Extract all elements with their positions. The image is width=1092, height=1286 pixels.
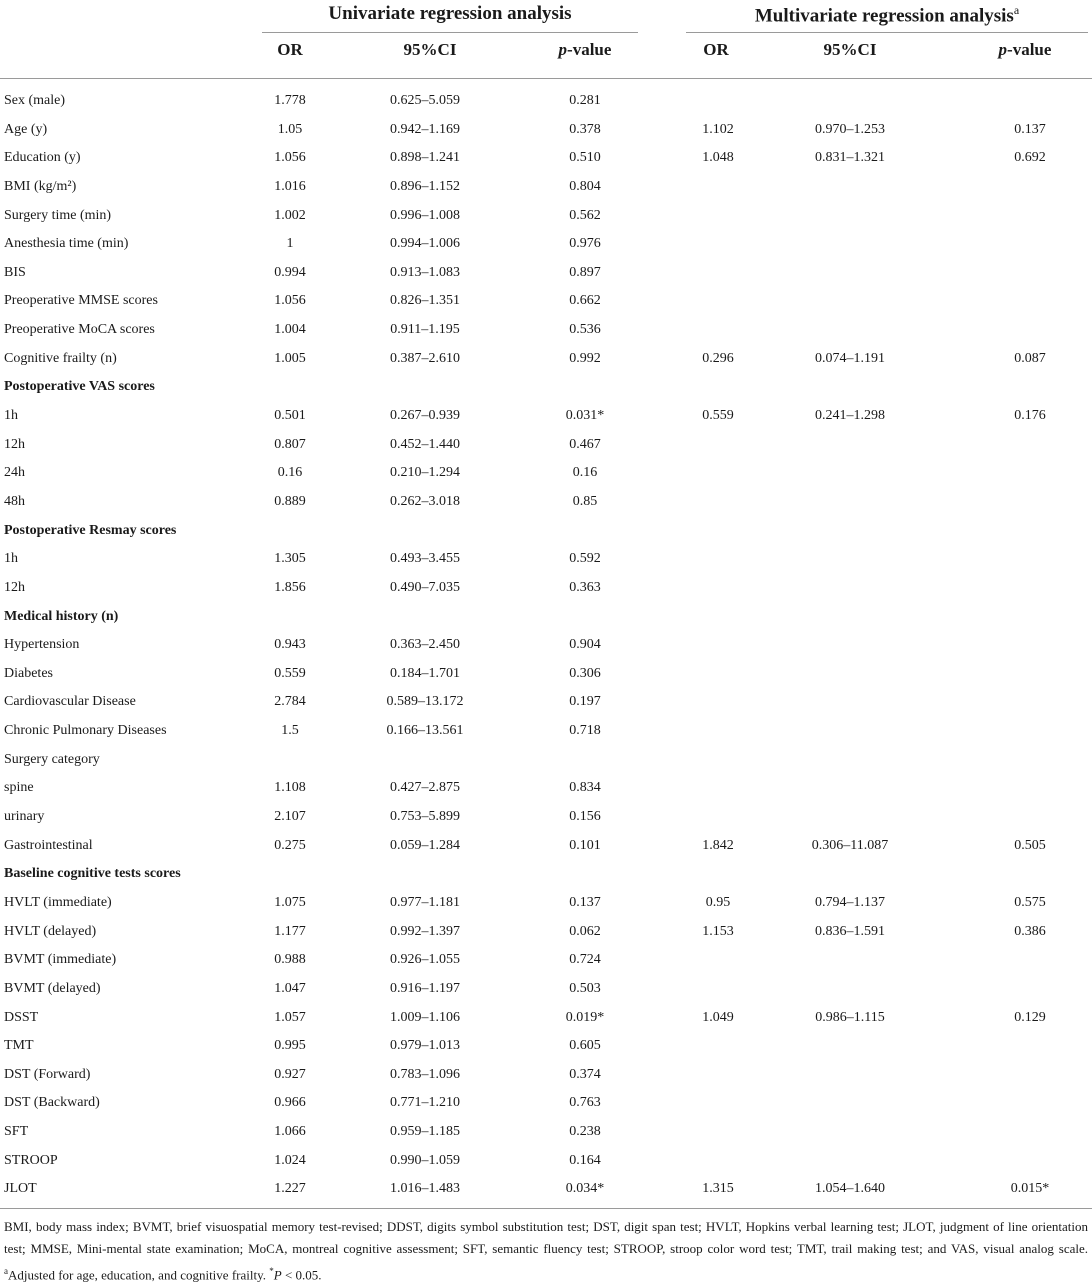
univariate-or-cell: 0.988 [274,952,306,968]
univariate-p-cell: 0.718 [569,723,601,739]
row-label: BIS [4,264,26,280]
multivariate-or-cell: 0.559 [702,408,734,424]
univariate-ci-cell: 0.059–1.284 [390,837,460,853]
row-label: Surgery category [4,751,100,767]
multivariate-p-cell: 0.015* [1010,1181,1050,1197]
multivariate-or-cell: 0.95 [705,894,731,910]
table-row [0,232,1092,261]
univariate-p-cell: 0.034* [565,1181,605,1197]
univariate-ci-cell: 0.363–2.450 [390,637,460,653]
univariate-p-cell: 0.062 [569,923,601,939]
univariate-p-cell: 0.897 [569,264,601,280]
table-row [0,690,1092,719]
univariate-or-cell: 0.994 [274,264,306,280]
univariate-p-cell: 0.467 [569,436,601,452]
row-label: DST (Forward) [4,1066,91,1082]
table-row [0,433,1092,462]
row-label: Preoperative MMSE scores [4,293,158,309]
multivariate-ci-cell: 0.306–11.087 [811,837,889,853]
univariate-p-cell: 0.101 [569,837,601,853]
table-row [0,748,1092,777]
univariate-or-cell: 0.501 [274,408,306,424]
table-section-row [0,519,1092,548]
multivariate-p-cell: 0.505 [1014,837,1046,853]
univariate-ci-cell: 0.589–13.172 [386,694,464,710]
multivariate-p-cell: 0.087 [1014,350,1046,366]
row-label: BVMT (delayed) [4,980,101,996]
col-header-m-p [970,40,1080,60]
row-label: Surgery time (min) [4,207,112,223]
row-label: Anesthesia time (min) [4,236,129,252]
univariate-or-cell: 1.856 [274,579,306,595]
univariate-ci-cell: 0.771–1.210 [390,1095,460,1111]
multivariate-or-cell: 1.102 [702,121,734,137]
table-row [0,289,1092,318]
univariate-p-cell: 0.605 [569,1038,601,1054]
univariate-p-cell: 0.834 [569,780,601,796]
table-body [0,89,1092,1206]
table-row [0,1149,1092,1178]
univariate-or-cell: 1.227 [274,1181,306,1197]
table-row [0,662,1092,691]
table-row [0,891,1092,920]
univariate-p-cell: 0.156 [569,809,601,825]
univariate-ci-cell: 0.926–1.055 [390,952,460,968]
row-label: Preoperative MoCA scores [4,322,155,338]
multivariate-ci-cell: 0.970–1.253 [815,121,885,137]
multivariate-p-cell: 0.575 [1014,894,1046,910]
footnote-p-rest: < 0.05. [281,1267,322,1283]
table-row [0,1006,1092,1035]
univariate-p-cell: 0.904 [569,637,601,653]
multivariate-or-cell: 1.842 [702,837,734,853]
multivariate-ci-cell: 0.986–1.115 [815,1009,885,1025]
table-row [0,547,1092,576]
table-section-row [0,862,1092,891]
univariate-or-cell: 1.057 [274,1009,306,1025]
table-row [0,834,1092,863]
univariate-ci-cell: 0.625–5.059 [390,93,460,108]
multivariate-or-cell: 0.296 [702,350,734,366]
univariate-p-cell: 0.374 [569,1066,601,1082]
univariate-p-cell: 0.137 [569,894,601,910]
col-header-u-ci: 95%CI [403,40,457,59]
col-header-m-ci: 95%CI [823,40,877,59]
univariate-p-cell: 0.031* [565,408,605,424]
univariate-or-cell: 1.056 [274,293,306,309]
univariate-ci-cell: 0.979–1.013 [390,1038,460,1054]
row-label: Sex (male) [4,93,66,108]
multivariate-ci-cell: 0.831–1.321 [815,150,885,166]
table-row [0,347,1092,376]
univariate-or-cell: 0.966 [274,1095,306,1111]
univariate-ci-cell: 0.959–1.185 [390,1124,460,1140]
univariate-or-cell: 1.047 [274,980,306,996]
univariate-or-cell: 0.275 [274,837,306,853]
univariate-or-cell: 0.995 [274,1038,306,1054]
table-row [0,1091,1092,1120]
univariate-ci-cell: 0.210–1.294 [390,465,460,481]
univariate-p-cell: 0.378 [569,121,601,137]
footnote-adjusted: Adjusted for age, education, and cognitive frailty. [8,1267,266,1283]
univariate-or-cell: 1 [286,236,294,252]
table-row [0,576,1092,605]
row-label: HVLT (delayed) [4,923,97,939]
univariate-or-cell: 1.004 [274,322,306,338]
univariate-or-cell: 1.778 [274,93,306,108]
univariate-ci-cell: 0.992–1.397 [390,923,460,939]
univariate-ci-cell: 0.753–5.899 [390,809,460,825]
multivariate-or-cell: 1.153 [702,923,734,939]
univariate-ci-cell: 0.262–3.018 [390,493,460,509]
univariate-or-cell: 1.002 [274,207,306,223]
univariate-p-cell: 0.503 [569,980,601,996]
multivariate-p-cell: 0.692 [1014,150,1046,166]
univariate-ci-cell: 0.783–1.096 [390,1066,460,1082]
univariate-ci-cell: 0.896–1.152 [390,178,460,194]
row-label: DST (Backward) [4,1095,100,1111]
table-row [0,1034,1092,1063]
row-label: TMT [4,1038,34,1054]
table-row [0,175,1092,204]
table-row [0,1177,1092,1206]
table-row [0,146,1092,175]
univariate-or-cell: 0.943 [274,637,306,653]
univariate-p-cell: 0.562 [569,207,601,223]
row-label: DSST [4,1009,39,1025]
univariate-p-cell: 0.976 [569,236,601,252]
row-label: Diabetes [4,665,53,681]
univariate-ci-cell: 0.898–1.241 [390,150,460,166]
multivariate-ci-cell: 0.794–1.137 [815,894,885,910]
footnote-sup-a: a [4,1266,8,1276]
row-label: Hypertension [4,637,80,653]
col-header-u-p [530,40,640,60]
row-label: Gastrointestinal [4,837,93,853]
univariate-p-cell: 0.019* [565,1009,605,1025]
row-label: Baseline cognitive tests scores [4,866,181,882]
univariate-ci-cell: 0.996–1.008 [390,207,460,223]
row-label: 12h [4,436,25,452]
univariate-or-cell: 0.559 [274,665,306,681]
table-row [0,977,1092,1006]
univariate-or-cell: 1.066 [274,1124,306,1140]
row-label: Postoperative Resmay scores [4,522,177,538]
row-label: urinary [4,809,45,825]
footnote-abbreviations: BMI, body mass index; BVMT, brief visuospatial memory test-revised; DDST, digits symbol substitution test; DST, digit span test; HVLT, Hopkins verbal learning test; JLOT, judgment of line orientation test; MMSE, Mini-mental state examination; MoCA, montreal cognitive assessment; SFT, semantic fluency test; STROOP, stroop color word test; TMT, trail making test; and VAS, visual analog scale. [4,1219,1088,1256]
univariate-or-cell: 1.108 [274,780,306,796]
univariate-ci-cell: 0.387–2.610 [390,350,460,366]
row-label: Chronic Pulmonary Diseases [4,723,167,739]
univariate-or-cell: 1.075 [274,894,306,910]
univariate-or-cell: 1.05 [277,121,303,137]
multivariate-underline [686,32,1088,33]
multivariate-or-cell: 1.049 [702,1009,734,1025]
univariate-p-cell: 0.992 [569,350,601,366]
table-row [0,719,1092,748]
footnote-p-italic: P [273,1267,282,1283]
row-label: Education (y) [4,150,81,166]
multivariate-ci-cell: 0.074–1.191 [815,350,885,366]
univariate-or-cell: 0.927 [274,1066,306,1082]
univariate-ci-cell: 0.166–13.561 [386,723,464,739]
row-label: Cardiovascular Disease [4,694,136,710]
multivariate-p-cell: 0.386 [1014,923,1046,939]
table-row [0,204,1092,233]
table-row [0,633,1092,662]
univariate-p-cell: 0.724 [569,952,601,968]
univariate-p-cell: 0.85 [572,493,598,509]
multivariate-header-text: Multivariate regression analysis [754,5,1014,27]
row-label: HVLT (immediate) [4,894,112,910]
multivariate-header [686,3,1088,27]
p-italic: p [558,40,568,59]
univariate-ci-cell: 1.009–1.106 [390,1009,460,1025]
univariate-ci-cell: 0.490–7.035 [390,579,460,595]
p-rest: -value [567,40,612,59]
univariate-p-cell: 0.662 [569,293,601,309]
univariate-ci-cell: 0.493–3.455 [390,551,460,567]
footnote-sup-star: * [269,1266,274,1276]
multivariate-header-sup: a [1013,3,1020,17]
row-label: spine [4,780,34,796]
table-row [0,318,1092,347]
univariate-or-cell: 2.107 [274,809,306,825]
row-label: BVMT (immediate) [4,952,117,968]
univariate-p-cell: 0.281 [569,93,601,108]
table-section-row [0,605,1092,634]
row-label: 24h [4,465,25,481]
univariate-p-cell: 0.16 [572,465,598,481]
row-label: 1h [4,551,18,567]
univariate-p-cell: 0.164 [569,1152,601,1168]
row-label: 12h [4,579,25,595]
row-label: JLOT [4,1181,37,1197]
univariate-p-cell: 0.363 [569,579,601,595]
row-label: STROOP [4,1152,58,1168]
univariate-p-cell: 0.592 [569,551,601,567]
table-row [0,920,1092,949]
univariate-or-cell: 1.177 [274,923,306,939]
table-row [0,776,1092,805]
multivariate-ci-cell: 1.054–1.640 [815,1181,885,1197]
univariate-ci-cell: 0.427–2.875 [390,780,460,796]
univariate-p-cell: 0.510 [569,150,601,166]
univariate-or-cell: 1.005 [274,350,306,366]
col-header-m-or: OR [703,40,729,59]
univariate-or-cell: 0.889 [274,493,306,509]
univariate-ci-cell: 0.452–1.440 [390,436,460,452]
table-row [0,404,1092,433]
univariate-p-cell: 0.197 [569,694,601,710]
univariate-p-cell: 0.804 [569,178,601,194]
table-row [0,461,1092,490]
col-header-u-or: OR [277,40,303,59]
table-row [0,490,1092,519]
row-label: 1h [4,408,18,424]
univariate-header: Univariate regression analysis [328,3,572,24]
multivariate-or-cell: 1.048 [702,150,734,166]
univariate-ci-cell: 0.990–1.059 [390,1152,460,1168]
table-row [0,1120,1092,1149]
row-label: Medical history (n) [4,608,119,624]
table-row [0,261,1092,290]
row-label: Postoperative VAS scores [4,379,155,395]
univariate-ci-cell: 1.016–1.483 [390,1181,460,1197]
table-row [0,118,1092,147]
univariate-ci-cell: 0.267–0.939 [390,408,460,424]
univariate-underline [262,32,638,33]
multivariate-ci-cell: 0.241–1.298 [815,408,885,424]
univariate-p-cell: 0.763 [569,1095,601,1111]
univariate-or-cell: 1.305 [274,551,306,567]
multivariate-p-cell: 0.176 [1014,408,1046,424]
table-bottom-rule [0,1208,1092,1209]
univariate-or-cell: 0.807 [274,436,306,452]
p-italic: p [998,40,1008,59]
univariate-p-cell: 0.306 [569,665,601,681]
univariate-ci-cell: 0.977–1.181 [390,894,460,910]
univariate-p-cell: 0.238 [569,1124,601,1140]
table-row [0,948,1092,977]
row-label: Cognitive frailty (n) [4,350,117,366]
univariate-or-cell: 1.5 [281,723,299,739]
row-label: Age (y) [4,121,48,137]
table-section-row [0,375,1092,404]
table-row [0,89,1092,118]
univariate-ci-cell: 0.184–1.701 [390,665,460,681]
p-rest: -value [1007,40,1052,59]
multivariate-p-cell: 0.137 [1014,121,1046,137]
row-label: 48h [4,493,25,509]
multivariate-ci-cell: 0.836–1.591 [815,923,885,939]
table-row [0,1063,1092,1092]
univariate-ci-cell: 0.994–1.006 [390,236,460,252]
univariate-or-cell: 1.056 [274,150,306,166]
univariate-or-cell: 1.016 [274,178,306,194]
multivariate-or-cell: 1.315 [702,1181,734,1197]
univariate-p-cell: 0.536 [569,322,601,338]
row-label: SFT [4,1124,29,1140]
multivariate-p-cell: 0.129 [1014,1009,1046,1025]
univariate-ci-cell: 0.942–1.169 [390,121,460,137]
univariate-or-cell: 2.784 [274,694,306,710]
univariate-ci-cell: 0.913–1.083 [390,264,460,280]
univariate-or-cell: 0.16 [277,465,303,481]
univariate-or-cell: 1.024 [274,1152,306,1168]
univariate-ci-cell: 0.911–1.195 [390,322,460,338]
header-bottom-rule [0,78,1092,79]
row-label: BMI (kg/m²) [4,178,77,194]
univariate-ci-cell: 0.916–1.197 [390,980,460,996]
table-row [0,805,1092,834]
univariate-ci-cell: 0.826–1.351 [390,293,460,309]
table-footnote [4,1216,1088,1286]
